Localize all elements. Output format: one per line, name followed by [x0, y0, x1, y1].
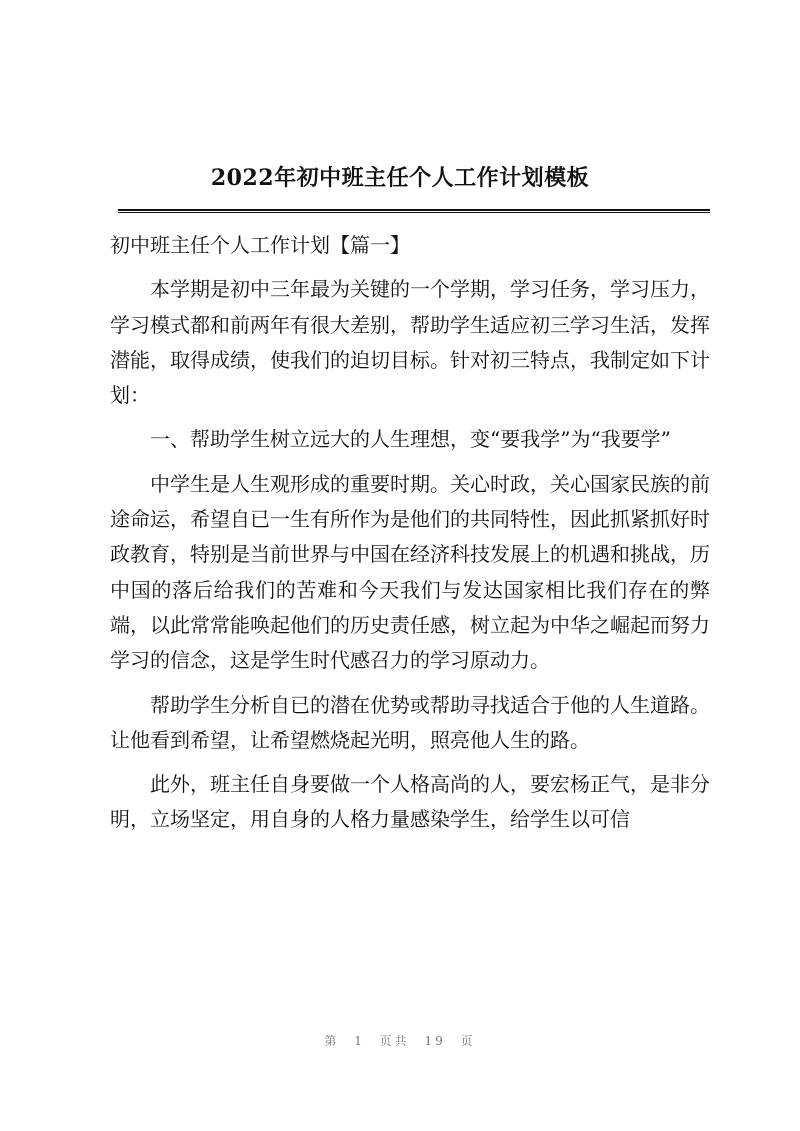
footer-prefix: 第 [324, 1034, 340, 1048]
section-heading: 初中班主任个人工作计划【篇一】 [110, 233, 410, 257]
paragraph: 帮助学生分析自已的潜在优势或帮助寻找适合于他的人生道路。让他看到希望，让希望燃烧起光明，照亮他人生的路。 [110, 692, 710, 752]
footer-suffix: 页 [460, 1034, 476, 1048]
section-point-heading: 一、帮助学生树立远大的人生理想，变“要我学”为“我要学” [150, 427, 671, 452]
paragraph: 中学生是人生观形成的重要时期。关心时政，关心国家民族的前途命运，希望自已一生有所作为是他们的共同特性，因此抓紧抓好时政教育，特别是当前世界与中国在经济科技发展上的机遇和挑战，历中国的落后给我们的苦难和今天我们与发达国家相比我们存在的弊端，以此常常能唤起他们的历史责任感，树立起为中华之崛起而努力学习的信念，这是学生时代感召力的学习原动力。 [110, 471, 710, 673]
title-divider [118, 209, 710, 213]
paragraph: 此外，班主任自身要做一个人格高尚的人，要宏杨正气，是非分明，立场坚定，用自身的人格力量感染学生，给学生以可信 [110, 772, 710, 832]
document-body [110, 228, 710, 838]
page-footer [0, 1032, 800, 1049]
total-page-count: 19 [424, 1034, 446, 1048]
footer-middle: 页共 [379, 1034, 410, 1048]
current-page-number: 1 [354, 1034, 365, 1048]
paragraph: 本学期是初中三年最为关键的一个学期，学习任务，学习压力，学习模式都和前两年有很大差别，帮助学生适应初三学习生活，发挥潜能，取得成绩，使我们的迫切目标。针对初三特点，我制定如下计划： [110, 277, 710, 408]
document-title: 2022年初中班主任个人工作计划模板 [210, 165, 590, 191]
